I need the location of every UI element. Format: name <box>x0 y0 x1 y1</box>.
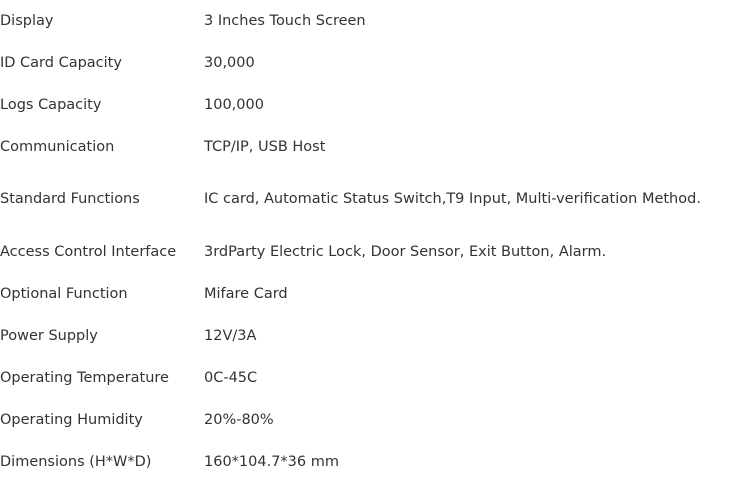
spec-label: Communication <box>0 139 115 155</box>
spec-label: Logs Capacity <box>0 97 102 113</box>
spec-label: Standard Functions <box>0 191 140 207</box>
spec-value: Mifare Card <box>204 286 288 302</box>
spec-label: ID Card Capacity <box>0 55 122 71</box>
spec-value: 3 Inches Touch Screen <box>204 13 366 29</box>
spec-value: IC card, Automatic Status Switch,T9 Input, Multi-verification Method. <box>204 191 701 207</box>
spec-row-logs-capacity <box>0 93 750 117</box>
spec-row-access-control-interface <box>0 240 750 264</box>
spec-value: 12V/3A <box>204 328 257 344</box>
spec-label: Display <box>0 13 54 29</box>
spec-value: TCP/IP, USB Host <box>204 139 326 155</box>
spec-row-operating-humidity <box>0 408 750 432</box>
spec-row-id-card-capacity <box>0 51 750 75</box>
spec-value: 0C-45C <box>204 370 258 386</box>
spec-row-dimensions <box>0 450 750 474</box>
spec-row-optional-function <box>0 282 750 306</box>
spec-row-power-supply <box>0 324 750 348</box>
spec-row-operating-temperature <box>0 366 750 390</box>
spec-value: 160*104.7*36 mm <box>204 454 339 470</box>
spec-value: 3rdParty Electric Lock, Door Sensor, Exit Button, Alarm. <box>204 244 607 260</box>
spec-row-communication <box>0 135 750 159</box>
spec-row-standard-functions <box>0 187 750 211</box>
spec-row-display <box>0 9 750 33</box>
spec-label: Access Control Interface <box>0 244 177 260</box>
spec-value: 30,000 <box>204 55 255 71</box>
spec-label: Optional Function <box>0 286 128 302</box>
spec-value: 20%-80% <box>204 412 274 428</box>
spec-value: 100,000 <box>204 97 264 113</box>
spec-label: Power Supply <box>0 328 98 344</box>
spec-label: Dimensions (H*W*D) <box>0 454 152 470</box>
spec-label: Operating Humidity <box>0 412 143 428</box>
spec-label: Operating Temperature <box>0 370 169 386</box>
